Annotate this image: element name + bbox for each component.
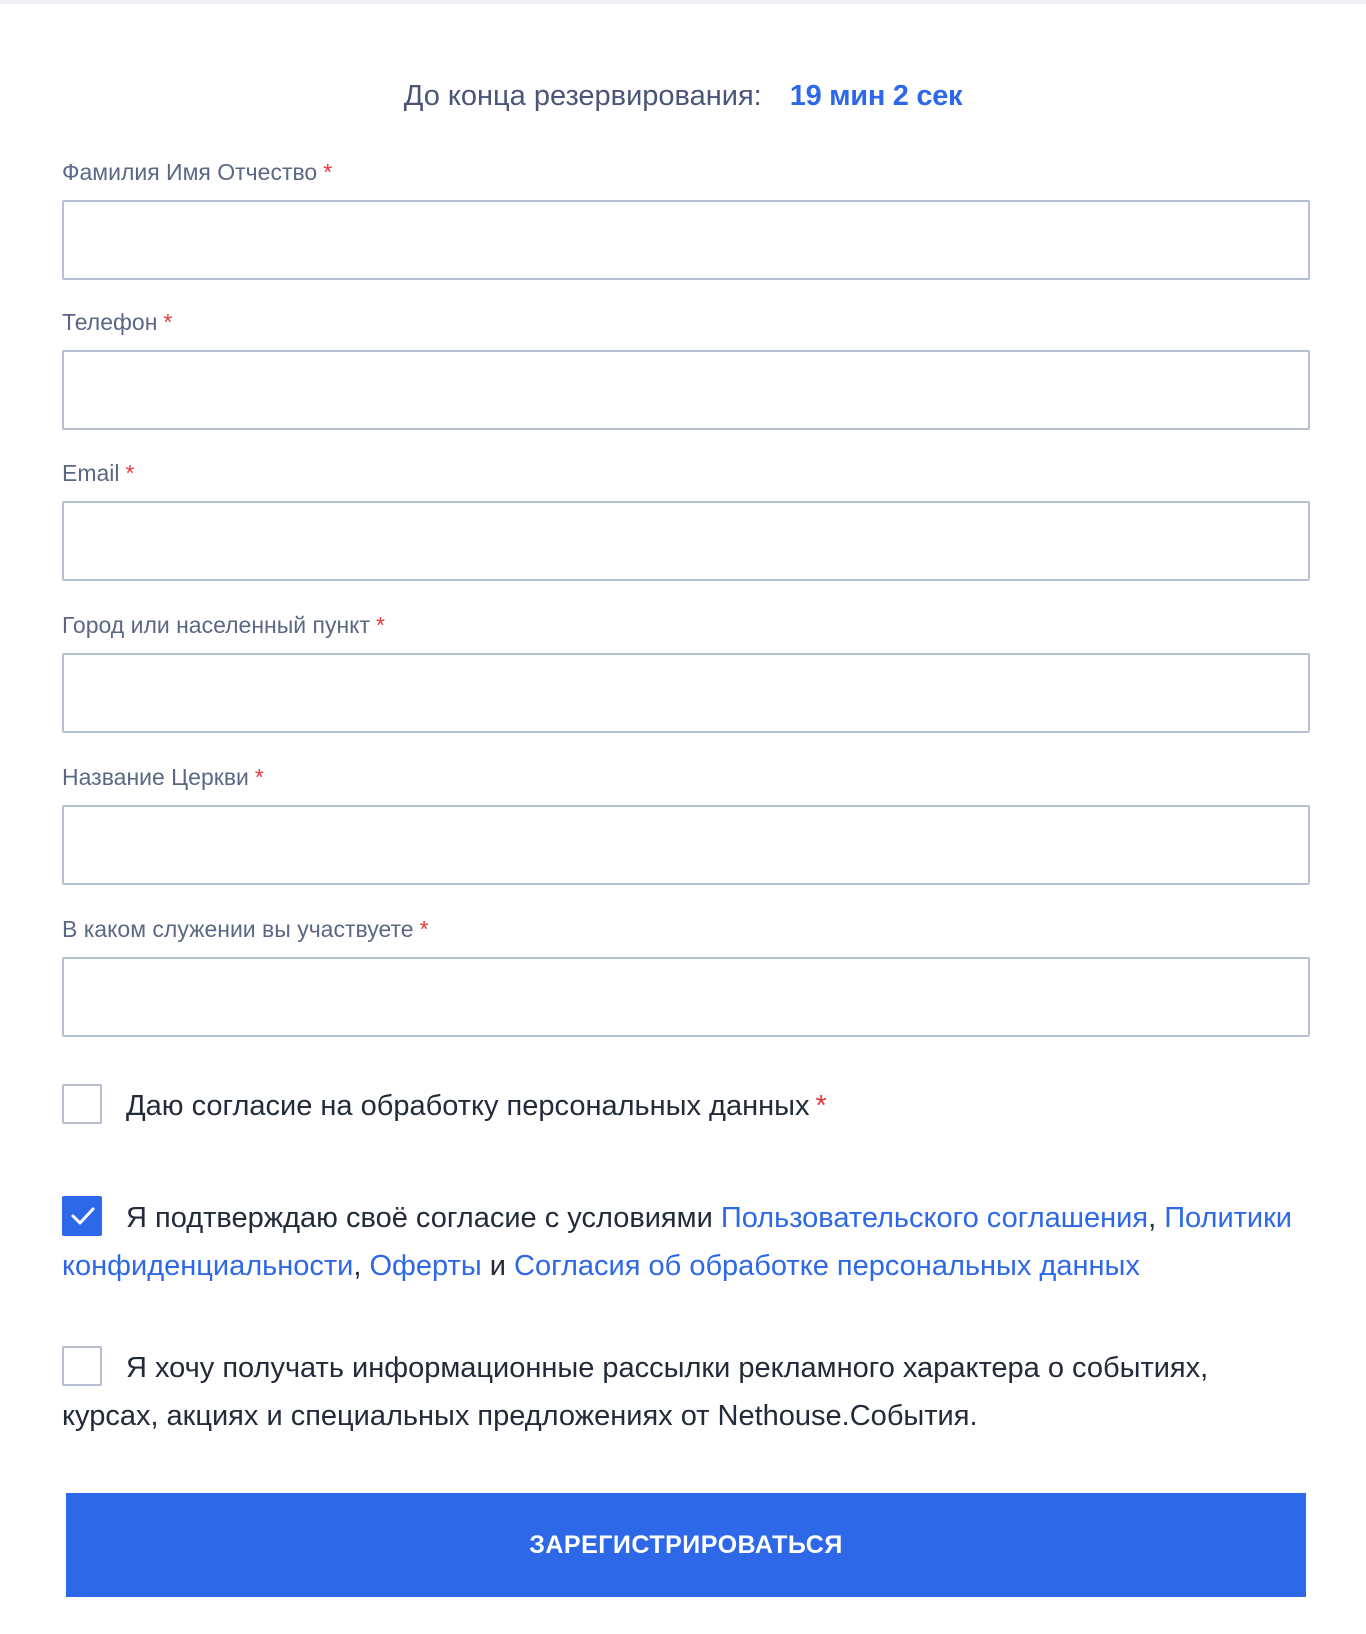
consent-terms-row: Я подтверждаю своё согласие с условиями Пользовательского соглашения, Политики конфиденциальности, Оферты и Согласия об обработке персональных данных [62,1194,1312,1290]
timer-label: До конца резервирования: [403,80,762,112]
register-button[interactable]: ЗАРЕГИСТРИРОВАТЬСЯ [66,1493,1306,1597]
field-label: Название Церкви * [62,764,264,790]
field-label: Город или населенный пункт * [62,612,385,638]
consent-terms-prefix: Я подтверждаю своё согласие с условиями [126,1202,713,1234]
required-mark: * [376,612,385,638]
required-mark: * [163,309,173,335]
required-mark: * [125,460,135,486]
user-agreement-link[interactable]: Пользовательского соглашения [720,1202,1149,1234]
required-mark: * [815,1090,827,1122]
reservation-timer [0,74,1366,118]
consent-processing-link[interactable]: Согласия об обработке персональных данных [514,1250,1140,1282]
church-input[interactable] [62,805,1310,885]
consent-personal-data-checkbox[interactable] [62,1084,102,1124]
consent-personal-data-label: Даю согласие на обработку персональных данных [126,1090,810,1122]
field-phone [62,304,1310,430]
consent-newsletter-label: Я хочу получать информационные рассылки рекламного характера о событиях, курсах, акциях и специальных предложениях от Nethouse.События. [62,1352,1209,1432]
phone-input[interactable] [62,350,1310,430]
top-divider [0,0,1366,4]
field-ministry [62,911,1310,1037]
offer-link[interactable]: Оферты [369,1250,482,1282]
consent-newsletter-row [62,1344,1312,1440]
email-input[interactable] [62,501,1310,581]
consent-personal-data-row [62,1082,1312,1130]
field-email [62,455,1310,581]
field-label: Email * [62,460,135,486]
city-input[interactable] [62,653,1310,733]
field-label: Фамилия Имя Отчество * [62,159,333,185]
field-label: Телефон * [62,309,173,335]
consent-terms-checkbox[interactable] [62,1196,102,1236]
required-mark: * [419,916,429,942]
field-label: В каком служении вы участвуете * [62,916,429,942]
checkmark-icon [70,1205,96,1227]
required-mark: * [323,159,333,185]
field-city [62,607,1310,733]
timer-value: 19 мин 2 сек [789,80,963,112]
full-name-input[interactable] [62,200,1310,280]
privacy-policy-link[interactable]: Политики конфиденциальности [62,1202,1293,1282]
consent-newsletter-checkbox[interactable] [62,1346,102,1386]
field-church [62,759,1310,885]
required-mark: * [254,764,264,790]
field-full-name [62,154,1310,280]
ministry-input[interactable] [62,957,1310,1037]
